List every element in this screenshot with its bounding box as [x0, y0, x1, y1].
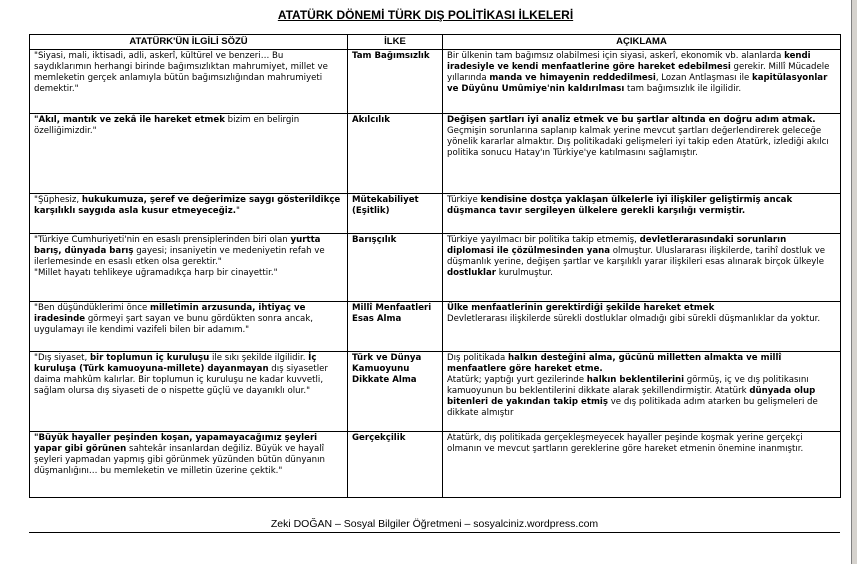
- text-segment: Atatürk, dış politikada gerçekleşmeyecek hayaller peşinde koşmak yerine gerçekçi olmanın ve mevcut şartların gereklerine göre hareket etmenin önemine inanmıştır.: [447, 433, 804, 454]
- row-ilke: Türk ve Dünya Kamuoyunu Dikkate Alma: [348, 352, 443, 432]
- text-segment: "Dış siyaset,: [34, 353, 90, 363]
- text-segment: Devletlerarası ilişkilerde sürekli dostluklar olmadığı gibi sürekli düşmanlıklar da yoktur.: [447, 314, 821, 324]
- table-row: [30, 234, 841, 302]
- text-segment: ve dış politikada adım atarken bu gelişmeleri de dikkate almıştır: [447, 397, 818, 418]
- header-aciklama: AÇIKLAMA: [443, 35, 841, 50]
- text-segment: ": [235, 206, 240, 216]
- text-segment: Atatürk; yaptığı yurt gezilerinde: [447, 375, 587, 385]
- row-ilke: Tam Bağımsızlık: [348, 50, 443, 114]
- text-segment: "Şüphesiz,: [34, 195, 82, 205]
- text-segment: bir toplumun iç kuruluşu: [89, 353, 210, 363]
- row-aciklama: [443, 352, 841, 432]
- text-segment: "Türkiye Cumhuriyeti'nin en esaslı prensiplerinden biri olan: [34, 235, 291, 245]
- footer-divider: [29, 532, 840, 533]
- text-segment: bizim en belirgin özelliğimizdir.": [34, 115, 300, 136]
- table-row: [30, 194, 841, 234]
- row-ilke: Millî Menfaatleri Esas Alma: [348, 302, 443, 352]
- text-segment: tam bağımsızlık ile ilgilidir.: [624, 84, 742, 94]
- text-segment: halkın beklentilerini: [586, 375, 685, 385]
- text-segment: "Ben düşündüklerimi önce: [34, 303, 150, 313]
- row-soz: [30, 234, 348, 302]
- text-segment: dostluklar: [447, 268, 497, 278]
- row-ilke: Barışçılık: [348, 234, 443, 302]
- text-segment: ile sıkı şekilde ilgilidir.: [209, 353, 309, 363]
- table-row: [30, 432, 841, 498]
- window-scroll-edge[interactable]: [852, 0, 857, 564]
- text-segment: manda ve himayenin reddedilmesi: [489, 73, 656, 83]
- header-ilke: İLKE: [348, 35, 443, 50]
- row-aciklama: [443, 432, 841, 498]
- text-segment: halkın desteğini alma, gücünü milletten almakta ve millî menfaatlere göre hareket etme.: [447, 353, 782, 374]
- text-segment: yurtta barış, dünyada barış: [34, 235, 321, 256]
- text-segment: olmuştur. Uluslararası ilişkilerde, tarihî dostluk ve düşmanlık yerine, değişen şartlar ve karşılıklı yarar ilişkileri esas alınarak birçok ülkeyle: [447, 246, 826, 267]
- text-segment: Türkiye: [447, 195, 481, 205]
- text-segment: milletimin arzusunda, ihtiyaç ve iradesinde: [34, 303, 306, 324]
- table-row: [30, 352, 841, 432]
- text-segment: kendisine dostça yaklaşan ülkelerle iyi ilişkiler geliştirmiş ancak düşmanca tavır sergileyen ülkelere gerekli karşılığı vermiştir.: [447, 195, 793, 216]
- text-segment: dünyada olup bitenleri de yakından takip etmiş: [447, 386, 816, 407]
- text-segment: dış siyasetler daima mahkûm kalırlar. Bir toplumun iç kuruluşu ne kadar kuvvetli, sağlam olursa dış siyaseti de o nispette güçlü ve dayanıklı olur.": [34, 364, 328, 396]
- row-ilke: Akılcılık: [348, 114, 443, 194]
- row-aciklama: [443, 194, 841, 234]
- text-segment: Değişen şartları iyi analiz etmek ve bu şartlar altında en doğru adım atmak.: [447, 115, 816, 125]
- text-segment: sahtekâr insanlardan değiliz. Büyük ve hayalî şeyleri yapmadan yapmış gibi görünmek yüzünden bütün dünyanın düşmanlığını… bu memleketin ve milletin üzerine çektik.": [34, 444, 325, 476]
- header-soz: ATATÜRK'ÜN İLGİLİ SÖZÜ: [30, 35, 348, 50]
- table-header-row: [30, 35, 841, 50]
- text-segment: devletlerarasındaki sorunların diplomasi ile çözülmesinden yana: [447, 235, 787, 256]
- text-segment: kendi iradesiyle ve kendi menfaatlerine göre hareket edebilmesi: [447, 51, 811, 72]
- row-aciklama: [443, 50, 841, 114]
- text-segment: Ülke menfaatlerinin gerektirdiği şekilde hareket etmek: [447, 303, 715, 313]
- text-segment: , Lozan Antlaşması ile: [655, 73, 752, 83]
- row-aciklama: [443, 234, 841, 302]
- table-row: [30, 50, 841, 114]
- text-segment: kurulmuştur.: [496, 268, 553, 278]
- text-segment: Geçmişin sorunlarına saplanıp kalmak yerine mevcut şartları değerlendirerek geleceğe yönelik kararlar almaktır. Dış politikadaki gelişmeleri iyi takip eden Atatürk, izlediği akılcı politika sonucu Hatay'ın Türkiye'ye katılmasını sağlamıştır.: [447, 126, 829, 158]
- row-soz: [30, 114, 348, 194]
- text-segment: gayesi; insaniyetin ve medeniyetin refah ve ilerlemesinde en esaslı etken olsa gerektir.": [34, 246, 325, 267]
- text-segment: "Millet hayatı tehlikeye uğramadıkça harp bir cinayettir.": [34, 268, 278, 278]
- text-segment: "Siyasi, mali, iktisadi, adli, askerî, kültürel ve benzeri… Bu saydıklarımın herhangi birinde bağımsızlıktan mahrumiyet, millet ve memleketin gerçek anlamıyla bütün bağımsızlığından mahrumiyeti demektir.": [34, 51, 328, 94]
- row-soz: [30, 50, 348, 114]
- row-soz: [30, 432, 348, 498]
- text-segment: Bir ülkenin tam bağımsız olabilmesi için siyasi, askerî, ekonomik vb. alanlarda: [447, 51, 785, 61]
- row-ilke: Gerçekçilik: [348, 432, 443, 498]
- text-segment: Türkiye yayılmacı bir politika takip etmemiş,: [447, 235, 640, 245]
- text-segment: İç kuruluşa (Türk kamuoyuna-millete) dayanmayan: [34, 353, 317, 374]
- row-ilke: Mütekabiliyet (Eşitlik): [348, 194, 443, 234]
- page-title: ATATÜRK DÖNEMİ TÜRK DIŞ POLİTİKASI İLKELERİ: [277, 8, 574, 22]
- row-soz: [30, 194, 348, 234]
- text-segment: Dış politikada: [447, 353, 509, 363]
- principles-table: [29, 34, 841, 498]
- row-aciklama: [443, 114, 841, 194]
- text-segment: hukukumuza, şeref ve değerimize saygı gösterildikçe karşılıklı saygıda asla kusur etmeyeceğiz.: [34, 195, 341, 216]
- row-soz: [30, 352, 348, 432]
- text-segment: görmüş, iç ve dış politikasını kamuoyunun bu beklentilerini dikkate alarak şekillendirmiştir. Atatürk: [447, 375, 809, 396]
- footer-credit: Zeki DOĞAN – Sosyal Bilgiler Öğretmeni – sosyalciniz.wordpress.com: [270, 518, 599, 530]
- text-segment: gerekir. Millî Mücadele yıllarında: [447, 62, 830, 83]
- table-row: [30, 114, 841, 194]
- text-segment: görmeyi şart sayan ve bunu gördükten sonra ancak, uygulamayı ile kendimi vazifeli bilen bir adamım.": [34, 314, 314, 335]
- text-segment: kapitülasyonlar ve Düyûnu Umûmiye'nin kaldırılması: [447, 73, 828, 94]
- text-segment: "Akıl, mantık ve zekâ ile hareket etmek: [34, 115, 225, 125]
- row-soz: [30, 302, 348, 352]
- table-row: [30, 302, 841, 352]
- row-aciklama: [443, 302, 841, 352]
- text-segment: "Büyük hayaller peşinden koşan, yapamayacağımız şeyleri yapar gibi görünen: [34, 433, 318, 454]
